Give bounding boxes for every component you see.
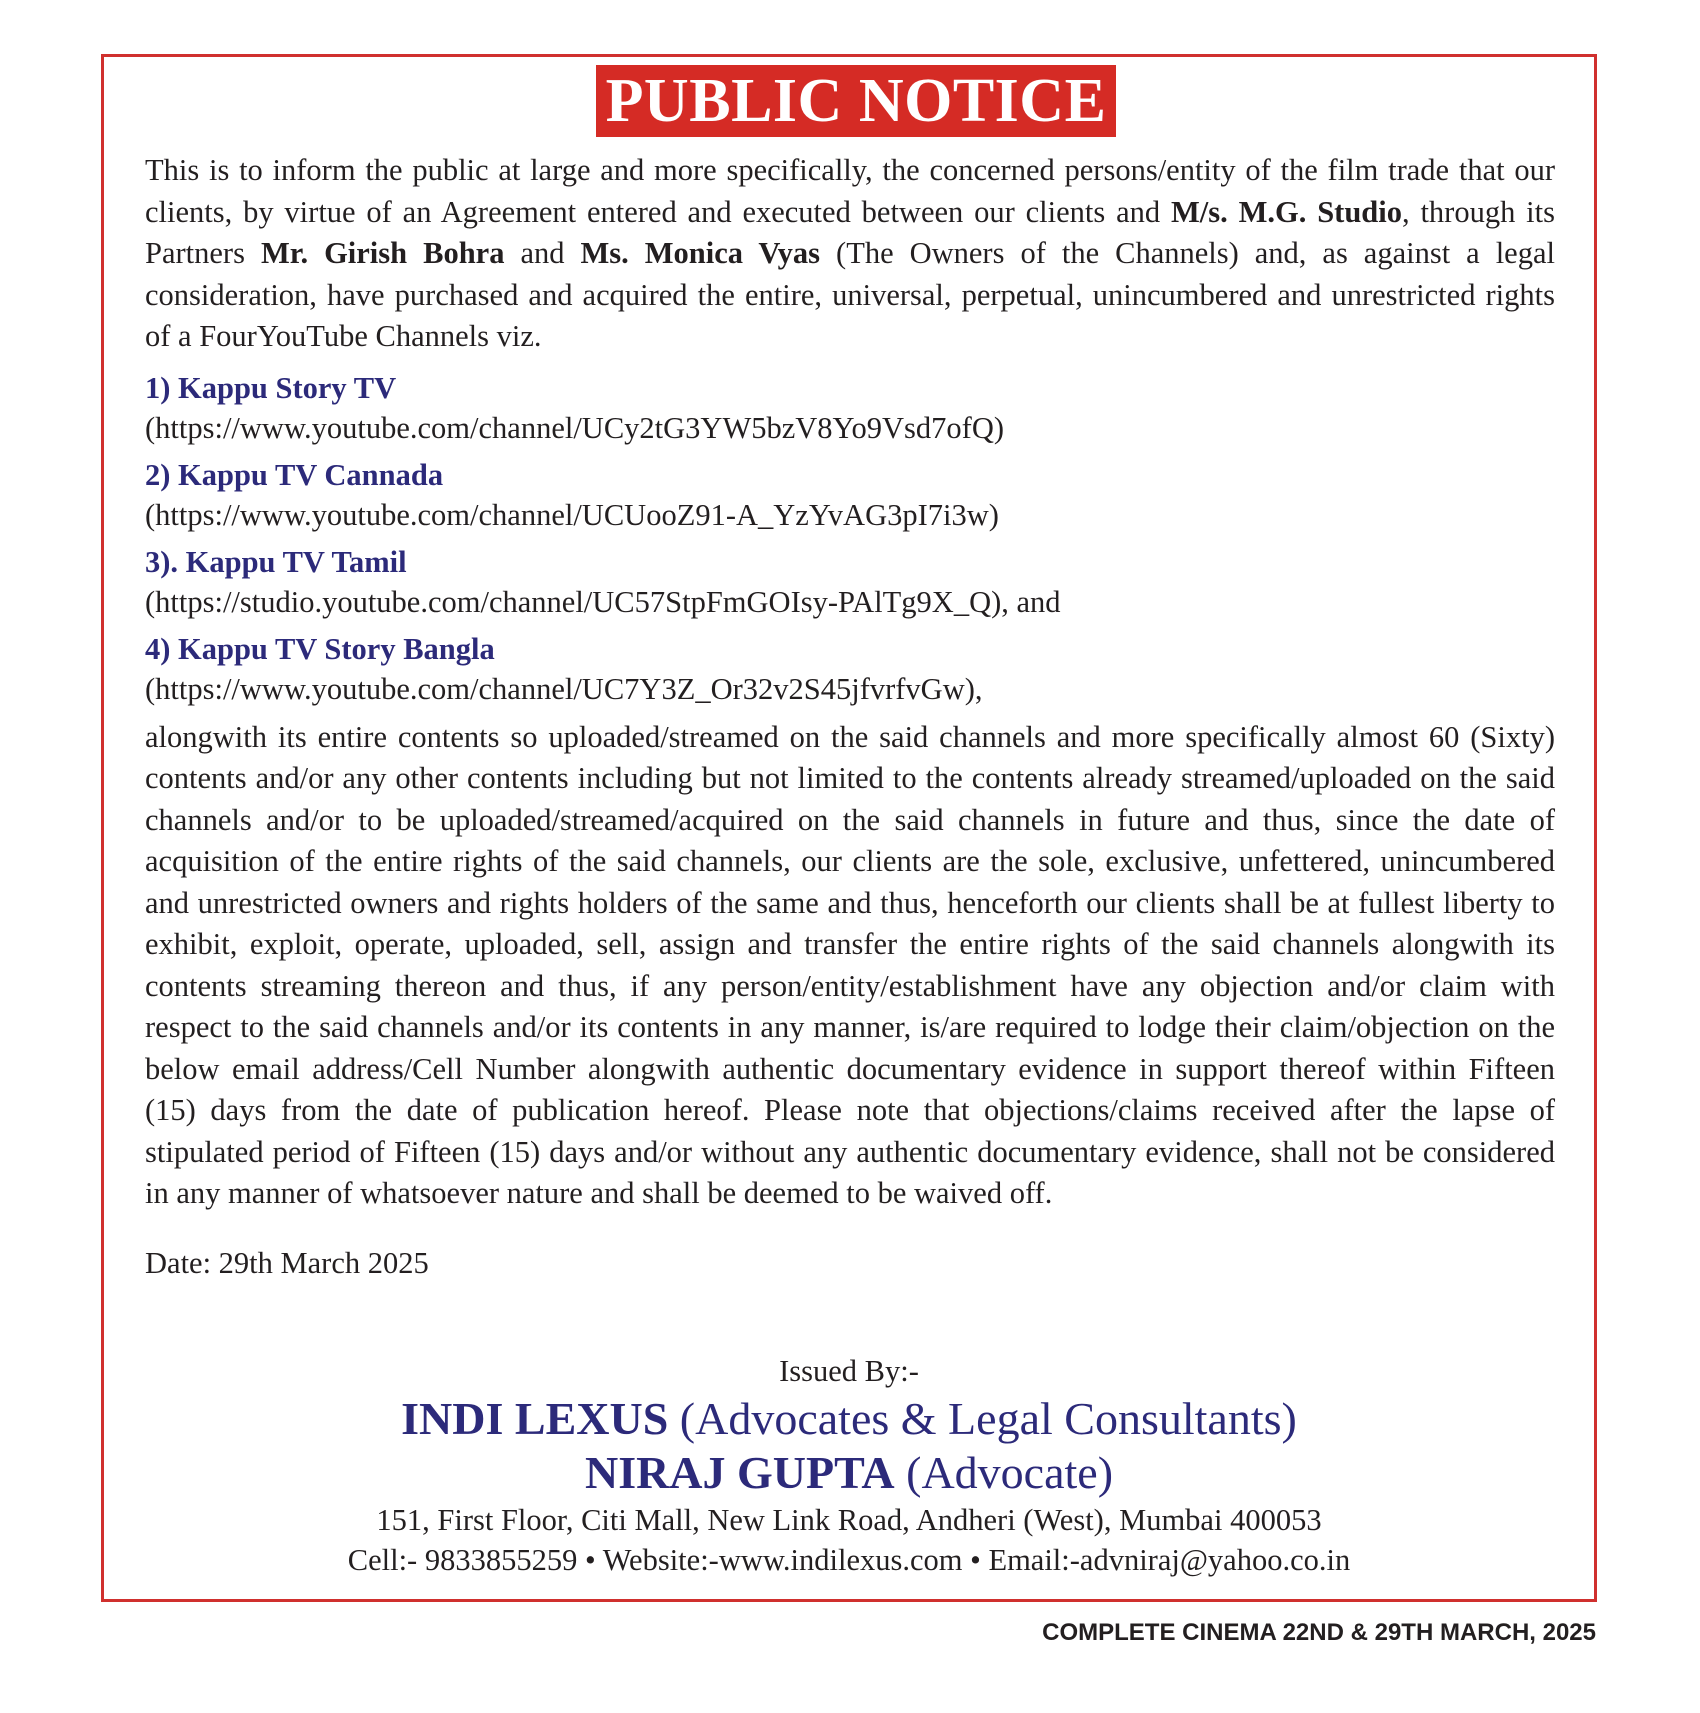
advocate-line xyxy=(101,1446,1597,1500)
intro-paragraph xyxy=(145,150,1555,358)
issuer-address: 151, First Floor, Citi Mall, New Link Road, Andheri (West), Mumbai 400053 xyxy=(376,1503,1322,1537)
advocate-name: NIRAJ GUPTA xyxy=(584,1447,895,1498)
channel-item-2 xyxy=(145,455,1555,535)
issuer-block xyxy=(101,1350,1597,1580)
body-paragraph: alongwith its entire contents so uploaded/streamed on the said channels and more specifically almost 60 (Sixty) contents and/or any other contents including but not limited to the contents already streamed/uploaded on the said channels and/or to be uploaded/streamed/acquired on the said channels in future and thus, since the date of acquisition of the entire rights of the said channels, our clients are the sole, exclusive, unfettered, unincumbered and unrestricted owners and rights holders of the same and thus, henceforth our clients shall be at fullest liberty to exhibit, exploit, operate, uploaded, sell, assign and transfer the entire rights of the said channels alongwith its contents streaming thereon and thus, if any person/entity/establishment have any objection and/or claim with respect to the said channels and/or its contents in any manner, is/are required to lodge their claim/objection on the below email address/Cell Number alongwith authentic documentary evidence in support thereof within Fifteen (15) days from the date of publication hereof. Please note that objections/claims received after the lapse of stipulated period of Fifteen (15) days and/or without any authentic documentary evidence, shall not be considered in any manner of whatsoever nature and shall be deemed to be waived off. xyxy=(145,719,1555,1210)
channel-name: 4) Kappu TV Story Bangla xyxy=(145,631,495,666)
intro-text-2: , through its Partners xyxy=(145,194,1555,270)
partner-2-name: Ms. Monica Vyas xyxy=(580,236,821,270)
channel-url: (https://studio.youtube.com/channel/UC57StpFmGOIsy-PAlTg9X_Q), and xyxy=(145,584,1061,619)
channel-item-1 xyxy=(145,368,1555,448)
channel-url: (https://www.youtube.com/channel/UCUooZ91-A_YzYvAG3pI7i3w) xyxy=(145,497,999,532)
channel-name: 3). Kappu TV Tamil xyxy=(145,544,407,579)
intro-text-4: (The Owners of the Channels) and, as against a legal consideration, have purchased and acquired the entire, universal, perpetual, unincumbered and unrestricted rights of a FourYouTube Channels viz. xyxy=(145,236,1555,353)
firm-description: (Advocates & Legal Consultants) xyxy=(679,1393,1297,1444)
advocate-description: (Advocate) xyxy=(906,1447,1114,1498)
partner-1-name: Mr. Girish Bohra xyxy=(260,236,505,270)
channel-url: (https://www.youtube.com/channel/UCy2tG3YW5bzV8Yo9Vsd7ofQ) xyxy=(145,410,1005,445)
notice-title: PUBLIC NOTICE xyxy=(596,65,1116,137)
intro-text-1: This is to inform the public at large and more specifically, the concerned persons/entity of the film trade that our clients, by virtue of an Agreement entered and executed between our clients and xyxy=(145,153,1555,229)
intro-text-3: and xyxy=(504,236,581,270)
issued-by-label: Issued By:- xyxy=(779,1354,919,1388)
issuer-contact: Cell:- 9833855259 • Website:-www.indilexus.com • Email:-advniraj@yahoo.co.in xyxy=(347,1543,1351,1577)
channel-url: (https://www.youtube.com/channel/UC7Y3Z_Or32v2S45jfvrfvGw), xyxy=(145,671,983,706)
notice-content xyxy=(145,150,1555,1284)
channel-name: 1) Kappu Story TV xyxy=(145,370,397,405)
company-name: M/s. M.G. Studio xyxy=(1170,194,1402,229)
notice-date: Date: 29th March 2025 xyxy=(145,1245,429,1280)
firm-name: INDI LEXUS xyxy=(401,1393,669,1444)
publication-credit: COMPLETE CINEMA 22ND & 29TH MARCH, 2025 xyxy=(1042,1619,1596,1646)
channel-name: 2) Kappu TV Cannada xyxy=(145,457,444,492)
firm-line xyxy=(101,1392,1597,1446)
channel-item-3 xyxy=(145,542,1555,622)
channel-item-4 xyxy=(145,629,1555,709)
